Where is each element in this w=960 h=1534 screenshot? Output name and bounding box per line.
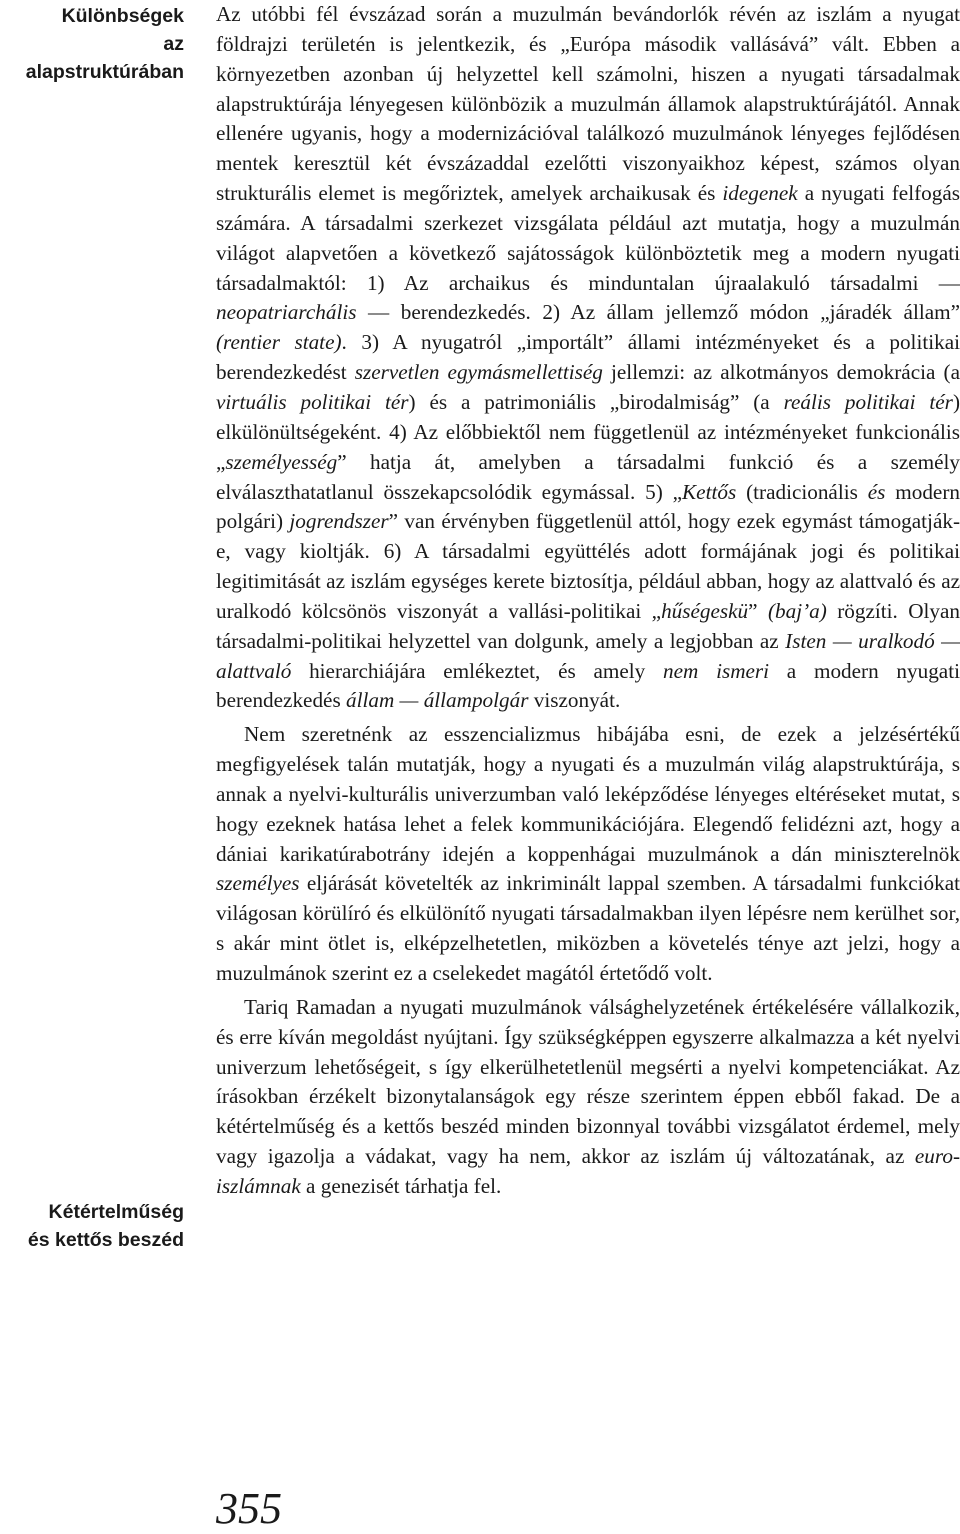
sidenote-ambiguity xyxy=(0,1198,184,1254)
italic-text: idegenek xyxy=(722,181,798,206)
text-run: a nyugati felfogás számára. A társadalmi szerkezet vizsgálata például azt mutatja, hogy a muzulmán világot alapvetően a következő sajátosságok különböztetik meg a modern nyugati társadalmaktól: 1) Az archaikus és minduntalan újraalakuló társadalmi — xyxy=(216,181,960,295)
text-run: rögzíti. Olyan társadalmi-politikai helyzettel van dolgunk, amely a legjobban az xyxy=(216,598,960,653)
text-run: a modern nyugati berendezkedés xyxy=(216,658,960,713)
text-run: a genezisét tárhatja fel. xyxy=(300,1173,502,1198)
sidenote-line: Különbségek xyxy=(61,5,184,27)
italic-text: szervetlen egymásmellettiség xyxy=(354,360,603,385)
paragraph-1 xyxy=(216,0,960,716)
italic-text: (baj’a) xyxy=(767,598,827,623)
body-text xyxy=(216,0,960,1202)
italic-text: Kettős xyxy=(682,479,737,504)
italic-text: jogrendszer xyxy=(289,509,389,534)
italic-text: (rentier state) xyxy=(216,330,342,355)
italic-text: állam — állampolgár xyxy=(346,688,529,713)
sidenote-line: Kétértelműség xyxy=(48,1201,184,1223)
text-run: (tradicionális xyxy=(736,479,868,504)
text-run: ) és a patrimoniális „birodalmiság” (a xyxy=(408,389,784,414)
sidenote-line: az alapstruktúrában xyxy=(25,33,184,83)
italic-text: személyesség xyxy=(225,449,338,474)
text-run: modern polgári) xyxy=(216,479,960,534)
paragraph-2 xyxy=(216,720,960,989)
italic-text: Isten — uralkodó — alattvaló xyxy=(216,628,960,683)
text-run: hierarchiájára emlékeztet, és amely xyxy=(291,658,664,683)
italic-text: nem ismeri xyxy=(663,658,770,683)
sidenote-line: és kettős beszéd xyxy=(27,1229,184,1251)
italic-text: hűségeskü xyxy=(661,598,749,623)
italic-text: és xyxy=(867,479,886,504)
text-run: jellemzi: az alkotmányos demokrácia (a xyxy=(602,360,960,385)
italic-text: reális politikai tér xyxy=(783,389,953,414)
text-run: ” van érvényben függetlenül attól, hogy ezek egymást támogatják-e, vagy kioltják. 6) A társadalmi együttélés adott formájának jogi és politikai legitimitását az iszlám egységes kerete biztosítja, például abban, hogy az alattvaló és az uralkodó kölcsönös viszonyát a vallási-politikai „ xyxy=(216,509,960,623)
text-run: viszonyát. xyxy=(528,688,621,713)
text-run: Az utóbbi fél évszázad során a muzulmán bevándorlók révén az iszlám a nyugat földrajzi területén is jelentkezik, és „Európa második vallásává” vált. Ebben a környezetben azonban új helyzettel kell számolni, hiszen a nyugati társadalmak alapstruktúrája lényegesen különbözik a muzulmán államok alapstruktúrájától. Annak ellenére ugyanis, hogy a modernizációval találkozó muzulmánok lényeges fejlődésen mentek keresztül két évszázaddal ezelőtti viszonyaikhoz képest, számos olyan strukturális elemet is megőriztek, amelyek archaikusak és xyxy=(216,2,960,206)
italic-text: virtuális politikai tér xyxy=(216,389,409,414)
sidenote-differences xyxy=(0,2,184,86)
text-run: Nem szeretnénk az esszencializmus hibájába esni, de ezek a jelzésértékű megfigyelések talán mutatják, hogy a nyugati és a muzulmán világ alapstruktúrája, s annak a nyelvi-kulturális univerzumban való leképződése lényeges eltéréseket mutat, s hogy ezeknek hatása lehet a felek kommunikációjára. Elegendő felidézni azt, hogy a dániai karikatúrabotrány idején a koppenhágai muzulmánok a dán miniszterelnök xyxy=(216,722,960,866)
text-run: — berendezkedés. 2) Az állam jellemző módon „járadék állam” xyxy=(356,300,960,325)
text-run: ” hatja át, amelyben a társadalmi funkció és a személy elválaszthatatlanul összekapcsolódik egymással. 5) „ xyxy=(216,449,960,504)
text-run: ) elkülönültségeként. 4) Az előbbiektől nem függetlenül az intézményeket funkcionális „ xyxy=(216,389,960,474)
text-run: ” xyxy=(748,598,768,623)
page-number: 355 xyxy=(216,1484,282,1533)
text-run: Tariq Ramadan a nyugati muzulmánok válsághelyzetének értékelésére vállalkozik, és erre kíván megoldást nyújtani. Így szükségképpen egyszerre alkalmazza a két nyelvi univerzum lehetőségeit, s így elkerülhetetlenül megsérti a nyelvi kompetenciákat. Az írásokban érzékelt bizonytalanságok egy része szerintem éppen ebből fakad. De a kétértelműség és a kettős beszéd minden bizonnyal további vizsgálatot érdemel, mely vagy igazolja a vádakat, vagy ha nem, akkor az iszlám új változatának, az xyxy=(216,994,960,1169)
paragraph-3 xyxy=(216,993,960,1202)
text-run: . 3) A nyugatról „importált” állami intézményeket és a politikai berendezkedést xyxy=(216,330,960,385)
text-run: eljárását követelték az inkriminált lappal szemben. A társadalmi funkciókat világosan körülíró és elkülönítő nyugati társadalmakban ilyen lépésre nem kerülhet sor, s akár mint ötlet is, elképzelhetetlen, miközben a követelés ténye azt jelzi, hogy a muzulmánok szerint ez a cselekedet magától értetődő volt. xyxy=(216,871,960,985)
italic-text: neopatriarchális xyxy=(216,300,357,325)
italic-text: euro-iszlámnak xyxy=(216,1144,960,1198)
italic-text: személyes xyxy=(216,871,300,896)
